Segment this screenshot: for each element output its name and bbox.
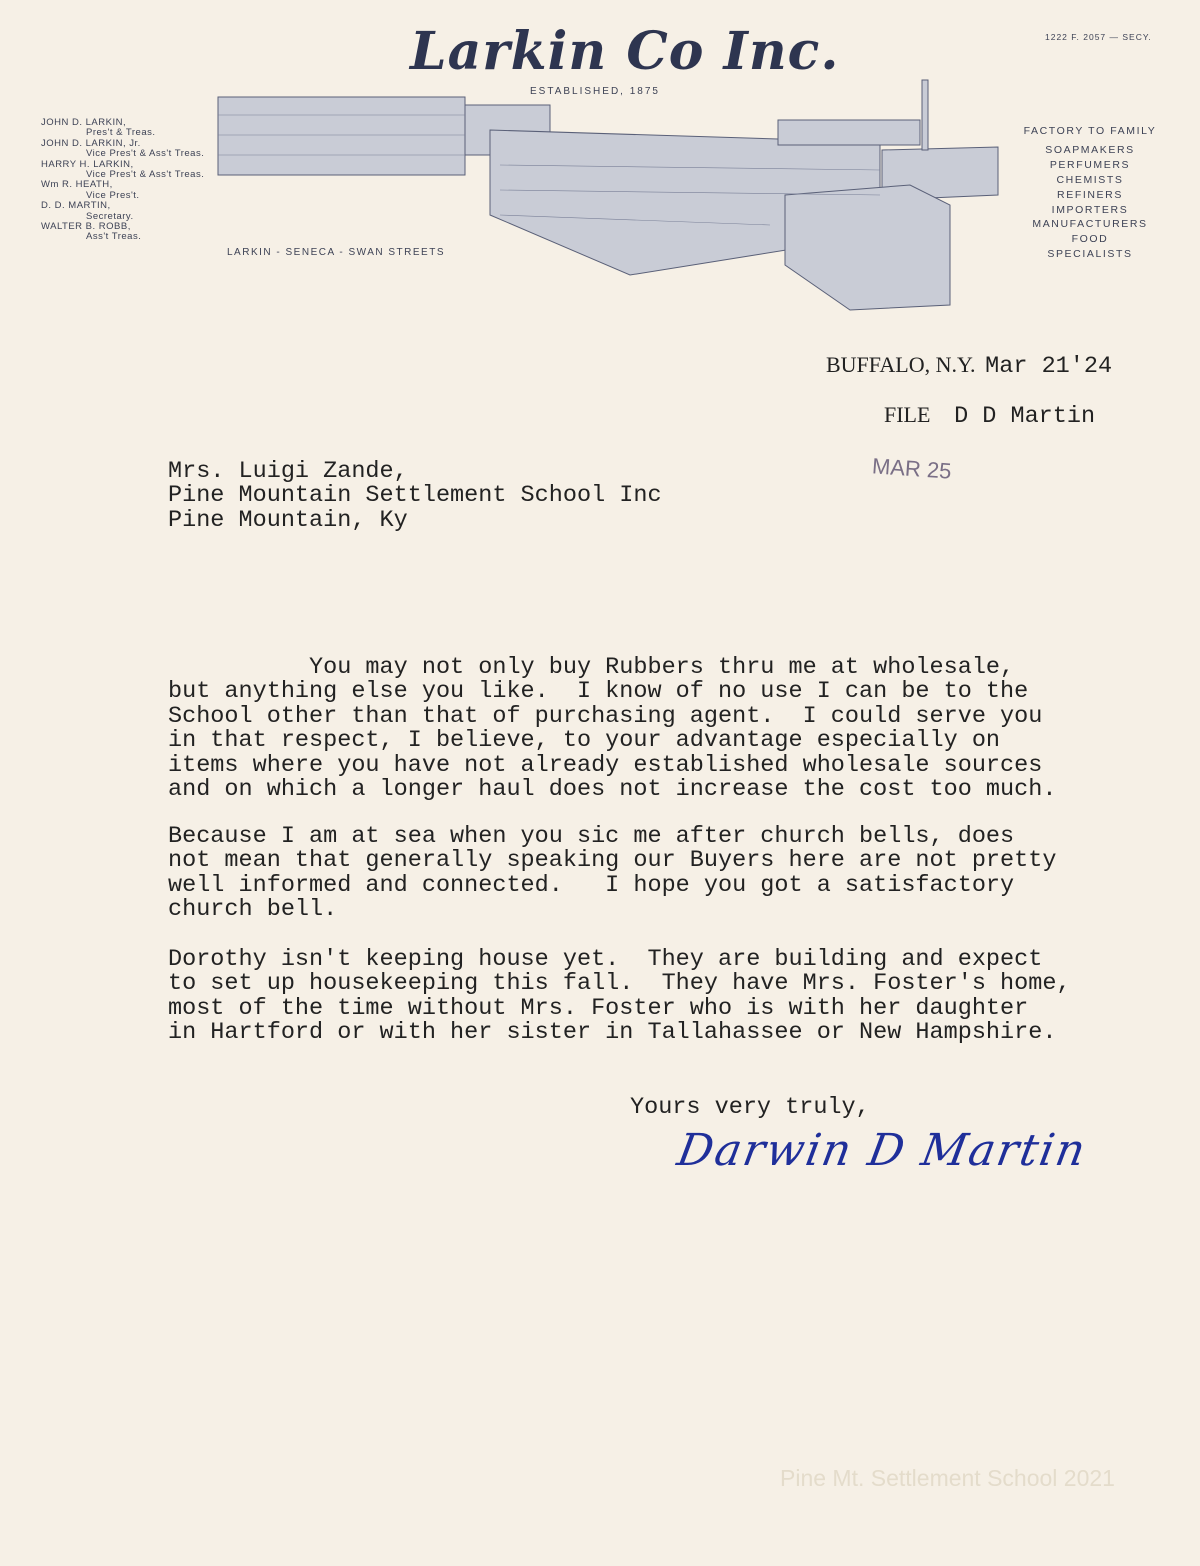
watermark: Pine Mt. Settlement School 2021 (780, 1465, 1115, 1491)
phone-number: 1222 F. 2057 — SECY. (1045, 32, 1152, 42)
file-line (884, 402, 1095, 429)
paragraph-1: You may not only buy Rubbers thru me at wholesale, but anything else you like. I know of no use I can be to the School other than that of purchasing agent. I could serve you in that respect, I believe, to your advantage especially on items where you have not already established wholesale sources and on which a longer haul does not increase the cost too much. (168, 654, 1057, 804)
trade-item: PERFUMERS (1049, 158, 1131, 171)
paragraph-3: Dorothy isn't keeping house yet. They are building and expect to set up housekeeping this fall. They have Mrs. Foster's home, most of the time without Mrs. Foster who is with her daughter in Hartford or with her sister in Tallahassee or New Hampshire. (168, 946, 1071, 1047)
officer-name: HARRY H. LARKIN, (41, 158, 134, 170)
established: ESTABLISHED, 1875 (530, 86, 660, 97)
recipient-address (168, 460, 662, 533)
streets-caption: LARKIN - SENECA - SWAN STREETS (227, 247, 445, 258)
trade-item: IMPORTERS (1051, 203, 1129, 216)
trades-list (1020, 124, 1160, 262)
city: BUFFALO, N.Y. (826, 352, 976, 377)
officer-title: Vice Pres't & Ass't Treas. (86, 148, 205, 160)
trade-item: SPECIALISTS (1047, 248, 1133, 261)
trade-item: FOOD (1071, 233, 1109, 246)
officer-title: Vice Pres't & Ass't Treas. (86, 169, 205, 181)
officer-name: Wm R. HEATH, (41, 179, 113, 191)
trade-item: MANUFACTURERS (1032, 218, 1148, 231)
company-logo: Larkin Co Inc. (410, 21, 840, 82)
trade-item: REFINERS (1057, 188, 1123, 201)
officers-list (41, 118, 204, 243)
file-value: D D Martin (954, 403, 1096, 430)
officer-name: JOHN D. LARKIN, Jr. (41, 137, 141, 149)
recipient-line: Pine Mountain Settlement School Inc (168, 482, 662, 510)
officer-title: Pres't & Treas. (86, 127, 156, 139)
factory-illustration (210, 75, 1010, 325)
recipient-line: Mrs. Luigi Zande, (168, 458, 408, 485)
trade-item: SOAPMAKERS (1045, 143, 1135, 156)
officer-name: D. D. MARTIN, (41, 200, 111, 212)
officer-title: Ass't Treas. (86, 231, 142, 243)
tagline: FACTORY TO FAMILY (1023, 125, 1157, 137)
signature: Darwin D Martin (673, 1125, 1091, 1176)
date: Mar 21'24 (985, 353, 1113, 380)
trade-item: CHEMISTS (1056, 173, 1124, 186)
dateline (826, 352, 1112, 379)
officer-name: WALTER B. ROBB, (41, 221, 131, 233)
officer-title: Vice Pres't. (86, 189, 140, 201)
officer-name: JOHN D. LARKIN, (41, 117, 127, 128)
officer-title: Secretary. (86, 210, 134, 222)
file-label: FILE (884, 402, 931, 427)
closing: Yours very truly, (630, 1094, 870, 1121)
received-stamp: MAR 25 (871, 453, 953, 484)
recipient-line: Pine Mountain, Ky (168, 506, 408, 534)
paragraph-2: Because I am at sea when you sic me after church bells, does not mean that generally speaking our Buyers here are not pretty well informed and connected. I hope you got a satisfactory church bell. (168, 823, 1057, 924)
